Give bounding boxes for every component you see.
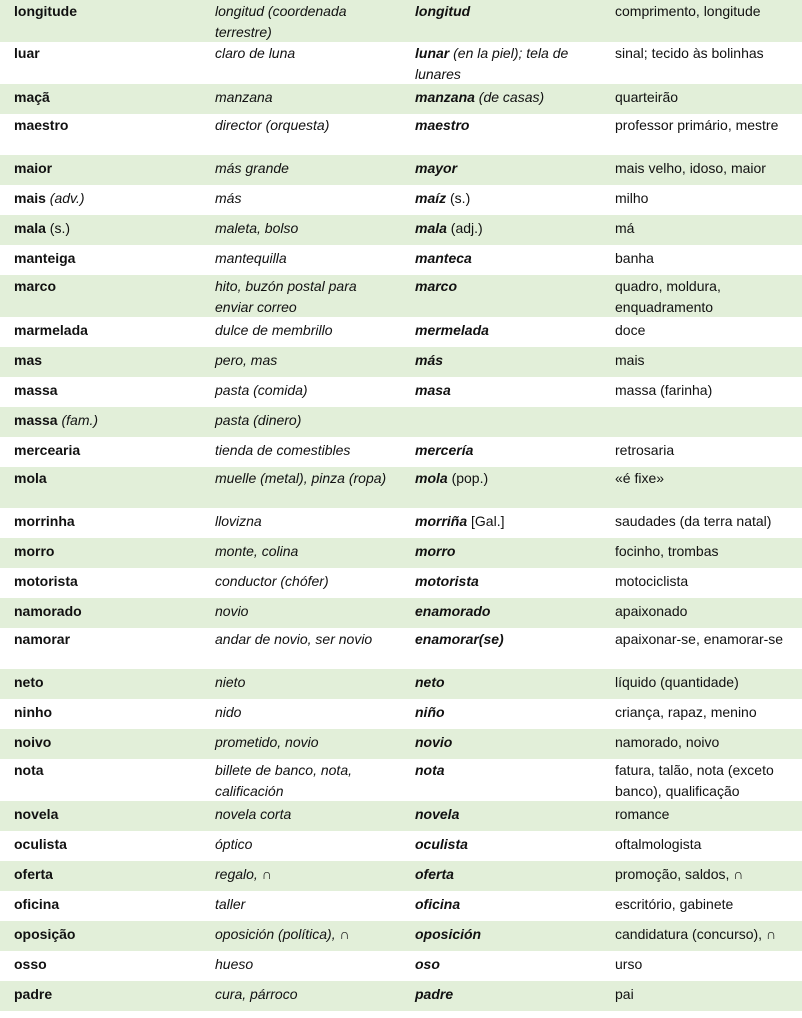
portuguese-meaning-cell: fatura, talão, nota (exceto banco), qualificação — [615, 762, 774, 799]
portuguese-word-cell — [0, 729, 201, 759]
spanish-word-cell — [401, 951, 601, 981]
portuguese-word-cell — [0, 831, 201, 861]
portuguese-word-cell — [0, 347, 201, 377]
spanish-meaning-cell: más — [215, 190, 242, 206]
portuguese-word: longitude — [14, 3, 77, 19]
portuguese-word-cell — [0, 114, 201, 155]
table-row — [0, 407, 802, 437]
spanish-word-cell — [401, 185, 601, 215]
spanish-word: mayor — [415, 160, 458, 176]
spanish-meaning-cell: más grande — [215, 160, 289, 176]
portuguese-meaning-cell: «é fixe» — [615, 470, 665, 486]
spanish-word: neto — [415, 674, 445, 690]
spanish-word: morriña — [415, 513, 468, 529]
portuguese-meaning-cell: banha — [615, 250, 654, 266]
portuguese-word-cell — [0, 407, 201, 437]
portuguese-meaning-cell: oftalmologista — [615, 836, 702, 852]
table-row — [0, 759, 802, 801]
portuguese-word: mercearia — [14, 442, 81, 458]
spanish-word: oficina — [415, 896, 461, 912]
spanish-word-cell — [401, 42, 601, 84]
portuguese-word: ninho — [14, 704, 53, 720]
spanish-meaning-cell: claro de luna — [215, 45, 296, 61]
portuguese-word-cell — [0, 801, 201, 831]
spanish-meaning-cell: prometido, novio — [215, 734, 319, 750]
portuguese-word-cell — [0, 951, 201, 981]
portuguese-word: marco — [14, 278, 57, 294]
portuguese-word: neto — [14, 674, 44, 690]
spanish-meaning-cell: pasta (comida) — [215, 382, 308, 398]
portuguese-word: oposição — [14, 926, 76, 942]
spanish-meaning-cell: longitud (coordenada terrestre) — [215, 3, 347, 40]
portuguese-meaning-cell: escritório, gabinete — [615, 896, 734, 912]
spanish-word: manteca — [415, 250, 472, 266]
table-row — [0, 729, 802, 759]
portuguese-word-cell — [0, 699, 201, 729]
spanish-word-note: [Gal.] — [467, 513, 505, 529]
portuguese-word-cell — [0, 921, 201, 951]
portuguese-word-cell — [0, 245, 201, 275]
portuguese-meaning-cell: promoção, saldos, ∩ — [615, 866, 744, 882]
table-row — [0, 598, 802, 628]
portuguese-word-cell — [0, 275, 201, 317]
portuguese-word: manteiga — [14, 250, 76, 266]
portuguese-word: oficina — [14, 896, 60, 912]
table-row — [0, 377, 802, 407]
portuguese-meaning-cell — [601, 407, 802, 437]
portuguese-meaning-cell: namorado, noivo — [615, 734, 720, 750]
table-row — [0, 0, 802, 42]
portuguese-word-cell — [0, 981, 201, 1011]
spanish-word-cell — [401, 317, 601, 347]
spanish-meaning-cell: novio — [215, 603, 249, 619]
table-row — [0, 921, 802, 951]
spanish-word-note: (en la piel); tela de lunares — [415, 45, 569, 82]
spanish-meaning-cell: mantequilla — [215, 250, 287, 266]
spanish-meaning-cell: director (orquesta) — [215, 117, 330, 133]
portuguese-word: maçã — [14, 89, 50, 105]
portuguese-word-note: (s.) — [45, 220, 71, 236]
spanish-word: maestro — [415, 117, 470, 133]
portuguese-meaning-cell: sinal; tecido às bolinhas — [615, 45, 764, 61]
spanish-word-cell — [401, 921, 601, 951]
spanish-meaning-cell: pasta (dinero) — [215, 412, 302, 428]
spanish-word-note: (de casas) — [474, 89, 545, 105]
portuguese-word: padre — [14, 986, 53, 1002]
spanish-word-cell — [401, 568, 601, 598]
spanish-word-cell — [401, 437, 601, 467]
spanish-word: enamorado — [415, 603, 491, 619]
table-row — [0, 538, 802, 568]
portuguese-word: luar — [14, 45, 40, 61]
spanish-word: mermelada — [415, 322, 489, 338]
portuguese-word: mola — [14, 470, 47, 486]
portuguese-word: noivo — [14, 734, 52, 750]
portuguese-meaning-cell: mais — [615, 352, 645, 368]
portuguese-word-note: (adv.) — [45, 190, 85, 206]
portuguese-word: motorista — [14, 573, 78, 589]
spanish-meaning-cell: nido — [215, 704, 242, 720]
spanish-meaning-cell: óptico — [215, 836, 253, 852]
portuguese-meaning-cell: urso — [615, 956, 643, 972]
portuguese-meaning-cell: quadro, moldura, enquadramento — [615, 278, 721, 315]
spanish-word: más — [415, 352, 444, 368]
spanish-word: marco — [415, 278, 458, 294]
portuguese-meaning-cell: focinho, trombas — [615, 543, 719, 559]
portuguese-word-cell — [0, 861, 201, 891]
table-row — [0, 891, 802, 921]
spanish-meaning-cell: pero, mas — [215, 352, 278, 368]
spanish-word-cell — [401, 155, 601, 185]
spanish-word-cell — [401, 801, 601, 831]
spanish-word-cell — [401, 628, 601, 669]
table-row — [0, 155, 802, 185]
portuguese-meaning-cell: criança, rapaz, menino — [615, 704, 757, 720]
portuguese-word-cell — [0, 508, 201, 538]
spanish-word-cell — [401, 467, 601, 508]
portuguese-word-cell — [0, 568, 201, 598]
table-row — [0, 951, 802, 981]
spanish-word-cell — [401, 245, 601, 275]
portuguese-word: mas — [14, 352, 43, 368]
spanish-word-cell — [401, 598, 601, 628]
portuguese-meaning-cell: massa (farinha) — [615, 382, 713, 398]
portuguese-word-cell — [0, 437, 201, 467]
table-row — [0, 801, 802, 831]
spanish-word: oposición — [415, 926, 482, 942]
portuguese-meaning-cell: comprimento, longitude — [615, 3, 761, 19]
portuguese-meaning-cell: apaixonado — [615, 603, 688, 619]
spanish-word: enamorar(se) — [415, 631, 504, 647]
portuguese-word: oferta — [14, 866, 53, 882]
spanish-word-note: (s.) — [446, 190, 471, 206]
spanish-word-cell — [401, 831, 601, 861]
portuguese-word-cell — [0, 669, 201, 699]
table-row — [0, 831, 802, 861]
spanish-word-cell — [401, 84, 601, 114]
spanish-word: padre — [415, 986, 454, 1002]
spanish-meaning-cell: hueso — [215, 956, 254, 972]
spanish-word: novela — [415, 806, 460, 822]
table-row — [0, 42, 802, 84]
portuguese-meaning-cell: professor primário, mestre — [615, 117, 779, 133]
portuguese-word: osso — [14, 956, 47, 972]
spanish-word-cell — [401, 114, 601, 155]
table-row — [0, 245, 802, 275]
spanish-word: masa — [415, 382, 451, 398]
portuguese-word: namorar — [14, 631, 71, 647]
spanish-meaning-cell: billete de banco, nota, calificación — [215, 762, 352, 799]
spanish-meaning-cell: maleta, bolso — [215, 220, 299, 236]
spanish-word-cell — [401, 729, 601, 759]
spanish-meaning-cell: monte, colina — [215, 543, 299, 559]
table-row — [0, 437, 802, 467]
spanish-word: motorista — [415, 573, 479, 589]
portuguese-meaning-cell: doce — [615, 322, 646, 338]
spanish-meaning-cell: regalo, ∩ — [215, 866, 272, 882]
portuguese-word-cell — [0, 598, 201, 628]
portuguese-word-cell — [0, 155, 201, 185]
portuguese-word: oculista — [14, 836, 67, 852]
table-row — [0, 275, 802, 317]
portuguese-word-cell — [0, 42, 201, 84]
portuguese-meaning-cell: motociclista — [615, 573, 689, 589]
spanish-meaning-cell: nieto — [215, 674, 246, 690]
table-row — [0, 84, 802, 114]
spanish-meaning-cell: hito, buzón postal para enviar correo — [215, 278, 357, 315]
spanish-meaning-cell: llovizna — [215, 513, 262, 529]
portuguese-word-note: (fam.) — [57, 412, 99, 428]
spanish-meaning-cell: muelle (metal), pinza (ropa) — [215, 470, 387, 486]
portuguese-word-cell — [0, 628, 201, 669]
portuguese-meaning-cell: romance — [615, 806, 670, 822]
portuguese-word-cell — [0, 538, 201, 568]
portuguese-word: maior — [14, 160, 53, 176]
table-row — [0, 215, 802, 245]
spanish-meaning-cell: andar de novio, ser novio — [215, 631, 373, 647]
spanish-word: novio — [415, 734, 453, 750]
portuguese-word: mala — [14, 220, 46, 236]
portuguese-word-cell — [0, 759, 201, 801]
spanish-word-cell — [401, 215, 601, 245]
spanish-meaning-cell: tienda de comestibles — [215, 442, 351, 458]
portuguese-word: marmelada — [14, 322, 88, 338]
spanish-word-cell — [401, 981, 601, 1011]
spanish-meaning-cell: novela corta — [215, 806, 292, 822]
table-row — [0, 467, 802, 508]
spanish-word: mola — [415, 470, 448, 486]
spanish-word: maíz — [415, 190, 447, 206]
portuguese-word-cell — [0, 0, 201, 42]
spanish-word-cell — [401, 699, 601, 729]
table-row — [0, 347, 802, 377]
spanish-word: longitud — [415, 3, 471, 19]
portuguese-word-cell — [0, 215, 201, 245]
portuguese-word-cell — [0, 467, 201, 508]
portuguese-meaning-cell: saudades (da terra natal) — [615, 513, 772, 529]
portuguese-word: nota — [14, 762, 44, 778]
table-row — [0, 568, 802, 598]
table-row — [0, 114, 802, 155]
spanish-word: oculista — [415, 836, 468, 852]
spanish-word-cell — [401, 861, 601, 891]
portuguese-meaning-cell: apaixonar-se, enamorar-se — [615, 631, 784, 647]
portuguese-word: massa — [14, 412, 58, 428]
spanish-meaning-cell: oposición (política), ∩ — [215, 926, 350, 942]
portuguese-word: novela — [14, 806, 59, 822]
portuguese-meaning-cell: milho — [615, 190, 649, 206]
spanish-meaning-cell: taller — [215, 896, 246, 912]
portuguese-meaning-cell: líquido (quantidade) — [615, 674, 739, 690]
table-row — [0, 669, 802, 699]
spanish-word: manzana — [415, 89, 475, 105]
table-row — [0, 699, 802, 729]
portuguese-word: mais — [14, 190, 46, 206]
table-row — [0, 508, 802, 538]
spanish-word: oso — [415, 956, 440, 972]
spanish-word: niño — [415, 704, 445, 720]
spanish-word: mala — [415, 220, 447, 236]
spanish-meaning-cell: dulce de membrillo — [215, 322, 333, 338]
table-row — [0, 981, 802, 1011]
spanish-word: morro — [415, 543, 456, 559]
spanish-word-cell — [401, 891, 601, 921]
portuguese-word: morro — [14, 543, 55, 559]
spanish-word: oferta — [415, 866, 454, 882]
portuguese-meaning-cell: retrosaria — [615, 442, 675, 458]
spanish-meaning-cell: manzana — [215, 89, 273, 105]
spanish-word: lunar — [415, 45, 450, 61]
spanish-word: mercería — [415, 442, 474, 458]
spanish-word: nota — [415, 762, 445, 778]
spanish-word-cell — [401, 377, 601, 407]
spanish-word-cell — [401, 508, 601, 538]
portuguese-word: massa — [14, 382, 58, 398]
portuguese-meaning-cell: quarteirão — [615, 89, 679, 105]
portuguese-word: morrinha — [14, 513, 75, 529]
spanish-word-cell — [401, 669, 601, 699]
table-row — [0, 185, 802, 215]
portuguese-word: maestro — [14, 117, 69, 133]
spanish-word-cell — [401, 538, 601, 568]
portuguese-word-cell — [0, 84, 201, 114]
spanish-meaning-cell: conductor (chófer) — [215, 573, 329, 589]
table-row — [0, 628, 802, 669]
table-row — [0, 317, 802, 347]
spanish-word-note: (pop.) — [447, 470, 489, 486]
spanish-word-cell — [401, 0, 601, 42]
portuguese-word-cell — [0, 891, 201, 921]
spanish-meaning-cell: cura, párroco — [215, 986, 298, 1002]
portuguese-meaning-cell: má — [615, 220, 635, 236]
spanish-word-cell — [401, 407, 601, 437]
portuguese-word-cell — [0, 317, 201, 347]
spanish-word-cell — [401, 347, 601, 377]
portuguese-meaning-cell: pai — [615, 986, 634, 1002]
portuguese-meaning-cell: candidatura (concurso), ∩ — [615, 926, 777, 942]
portuguese-meaning-cell: mais velho, idoso, maior — [615, 160, 766, 176]
portuguese-word-cell — [0, 185, 201, 215]
spanish-word-cell — [401, 759, 601, 801]
portuguese-word-cell — [0, 377, 201, 407]
spanish-word-note: (adj.) — [446, 220, 483, 236]
spanish-word-cell — [401, 275, 601, 317]
table-row — [0, 861, 802, 891]
portuguese-word: namorado — [14, 603, 82, 619]
